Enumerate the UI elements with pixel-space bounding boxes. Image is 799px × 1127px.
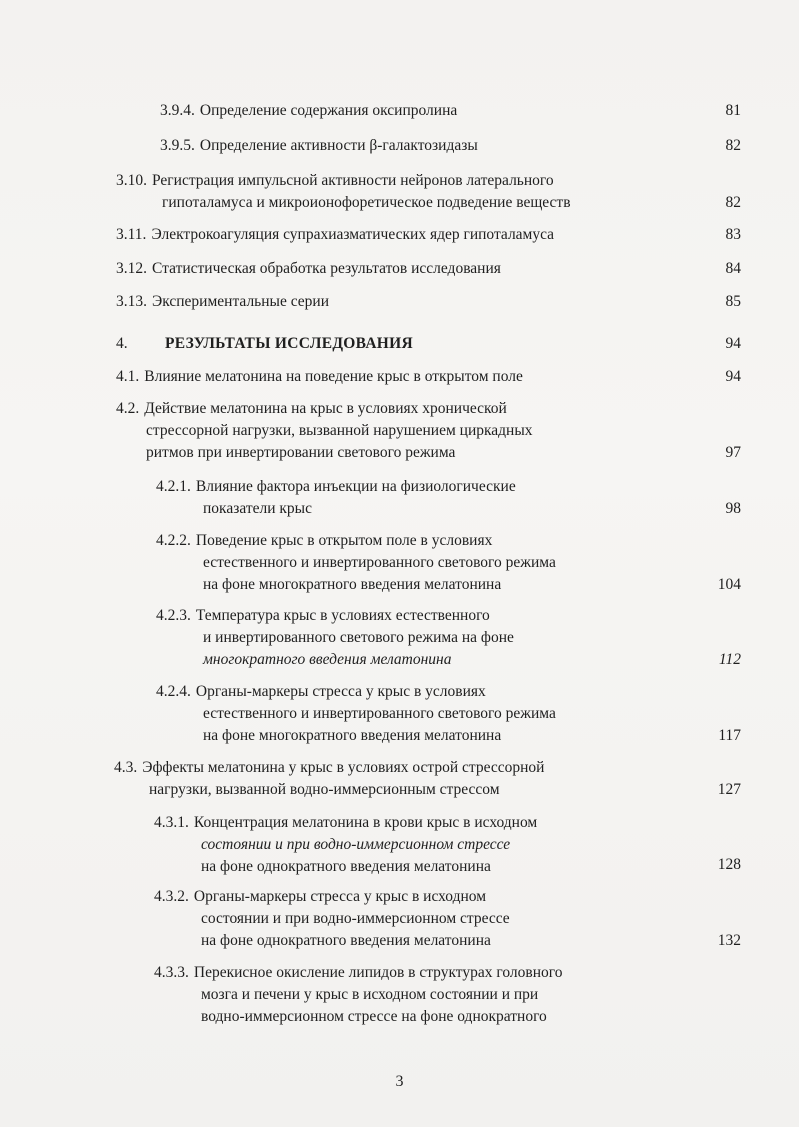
toc-entry-4-3-1 — [154, 812, 537, 878]
toc-page-ref: 83 — [725, 226, 741, 243]
toc-page-ref: 84 — [725, 260, 741, 277]
toc-entry-title-line: на фоне многократного введения мелатонина — [203, 727, 502, 744]
toc-entry-title-line: гипоталамуса и микроионофоретическое подведение веществ — [162, 194, 571, 211]
toc-entry-title: Перекисное окисление липидов в структурах головного — [193, 964, 563, 981]
toc-entry-3-13 — [116, 291, 329, 313]
toc-entry-title: Определение активности β-галактозидазы — [199, 137, 478, 154]
toc-entry-3-10 — [116, 170, 571, 214]
toc-page-ref: 128 — [717, 856, 741, 873]
toc-entry-4-1 — [116, 366, 523, 388]
toc-page-ref: 132 — [717, 932, 741, 949]
toc-entry-3-12 — [116, 258, 501, 280]
toc-entry-title: Эффекты мелатонина у крыс в условиях острой стрессорной — [142, 759, 545, 776]
toc-entry-4-2 — [116, 398, 533, 464]
toc-entry-number: 4.2.4. — [156, 683, 191, 700]
toc-entry-4-3 — [114, 757, 544, 801]
toc-entry-title-line: на фоне однократного введения мелатонина — [201, 932, 491, 949]
toc-entry-title-line: на фоне однократного введения мелатонина — [201, 858, 491, 875]
toc-entry-3-9-4 — [160, 100, 457, 122]
toc-entry-3-11 — [116, 224, 554, 246]
toc-entry-number: 4.3.2. — [154, 888, 189, 905]
toc-entry-title: Действие мелатонина на крыс в условиях хронической — [144, 400, 507, 417]
toc-page-ref: 98 — [725, 500, 741, 517]
toc-entry-title: Органы-маркеры стресса у крыс в исходном — [193, 888, 487, 905]
toc-chapter-title: РЕЗУЛЬТАТЫ ИССЛЕДОВАНИЯ — [165, 335, 414, 352]
toc-entry-number: 3.10. — [116, 172, 147, 189]
toc-page-ref: 81 — [725, 102, 741, 119]
toc-entry-number: 3.9.5. — [160, 137, 195, 154]
toc-entry-title-line: стрессорной нагрузки, вызванной нарушением циркадных — [146, 422, 533, 439]
toc-entry-number: 4.2.2. — [156, 532, 191, 549]
toc-entry-4-3-2 — [154, 886, 510, 952]
toc-entry-title: Экспериментальные серии — [152, 293, 329, 310]
toc-entry-title: Влияние мелатонина на поведение крыс в открытом поле — [144, 368, 523, 385]
toc-entry-number: 3.13. — [116, 293, 147, 310]
toc-entry-title-line: нагрузки, вызванной водно-иммерсионным стрессом — [149, 781, 500, 798]
toc-page-ref: 94 — [725, 368, 741, 385]
toc-entry-4-3-3 — [154, 962, 562, 1028]
toc-entry-title: Определение содержания оксипролина — [199, 102, 458, 119]
toc-entry-title-line: естественного и инвертированного светового режима — [203, 705, 556, 722]
toc-entry-3-9-5 — [160, 135, 478, 157]
toc-entry-title-line: естественного и инвертированного светового режима — [203, 554, 556, 571]
toc-entry-title: Температура крыс в условиях естественного — [195, 607, 490, 624]
toc-entry-4-2-2 — [156, 530, 556, 596]
toc-entry-title: Органы-маркеры стресса у крыс в условиях — [195, 683, 486, 700]
toc-entry-title-line: состоянии и при водно-иммерсионном стрессе — [201, 836, 511, 853]
toc-entry-number: 3.12. — [116, 260, 147, 277]
toc-entry-number: 4.3.1. — [154, 814, 189, 831]
toc-entry-title-line: состоянии и при водно-иммерсионном стрессе — [201, 910, 510, 927]
toc-entry-4-2-3 — [156, 605, 514, 671]
toc-entry-number: 4.2.3. — [156, 607, 191, 624]
toc-entry-4 — [116, 333, 413, 355]
toc-entry-number: 4.1. — [116, 368, 140, 385]
toc-page-ref: 127 — [717, 781, 741, 798]
toc-page-ref: 85 — [725, 293, 741, 310]
toc-entry-title-line: водно-иммерсионном стрессе на фоне однократного — [201, 1008, 547, 1025]
toc-entry-number: 4. — [116, 335, 128, 352]
toc-page-ref: 117 — [718, 727, 741, 744]
toc-page-ref: 82 — [725, 137, 741, 154]
toc-entry-number: 3.9.4. — [160, 102, 195, 119]
toc-entry-number: 4.3.3. — [154, 964, 189, 981]
toc-entry-title: Влияние фактора инъекции на физиологические — [195, 478, 516, 495]
toc-entry-title: Статистическая обработка результатов исследования — [152, 260, 501, 277]
toc-entry-number: 4.3. — [114, 759, 138, 776]
toc-entry-title-line: показатели крыс — [203, 500, 312, 517]
toc-entry-title-line: ритмов при инвертировании светового режима — [146, 444, 456, 461]
toc-page-ref: 94 — [725, 335, 741, 352]
toc-page-ref: 97 — [725, 444, 741, 461]
toc-entry-number: 4.2. — [116, 400, 140, 417]
toc-entry-title-line: многократного введения мелатонина — [203, 651, 452, 668]
toc-entry-number: 3.11. — [116, 226, 147, 243]
toc-page-ref: 112 — [718, 651, 741, 668]
toc-entry-title-line: на фоне многократного введения мелатонина — [203, 576, 502, 593]
toc-entry-4-2-4 — [156, 681, 556, 747]
page-number: 3 — [395, 1073, 404, 1090]
toc-entry-title: Концентрация мелатонина в крови крыс в исходном — [193, 814, 538, 831]
toc-entry-title: Поведение крыс в открытом поле в условиях — [195, 532, 493, 549]
toc-entry-4-2-1 — [156, 476, 516, 520]
toc-entry-title-line: мозга и печени у крыс в исходном состоянии и при — [201, 986, 539, 1003]
toc-entry-title: Электрокоагуляция супрахиазматических ядер гипоталамуса — [151, 226, 555, 243]
toc-entry-number: 4.2.1. — [156, 478, 191, 495]
toc-entry-title-line: и инвертированного светового режима на фоне — [203, 629, 514, 646]
toc-page-ref: 104 — [717, 576, 741, 593]
toc-entry-title: Регистрация импульсной активности нейронов латерального — [152, 172, 554, 189]
toc-page-ref: 82 — [725, 194, 741, 211]
